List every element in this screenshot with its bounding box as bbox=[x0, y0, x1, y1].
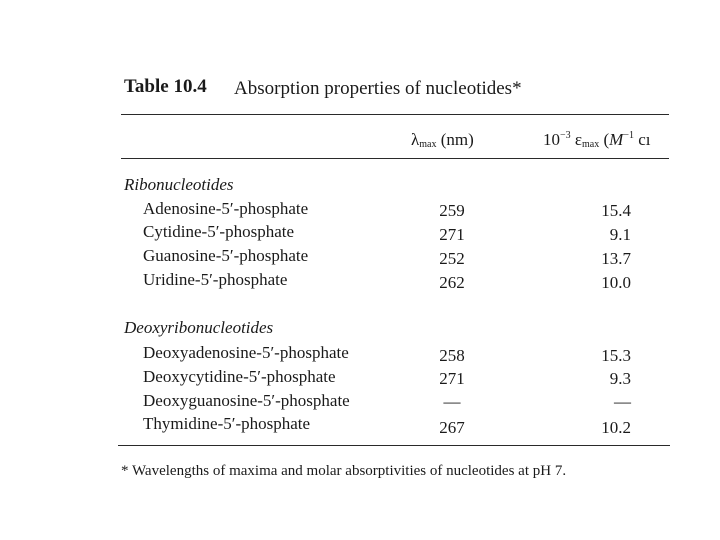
table-row-lambda: 271 bbox=[439, 369, 465, 388]
table-row-lambda: 258 bbox=[439, 346, 465, 365]
table-row-lambda: — bbox=[443, 392, 461, 411]
table-row-lambda: 252 bbox=[439, 249, 465, 268]
header-rule bbox=[121, 158, 669, 159]
table-row-epsilon: 15.4 bbox=[601, 201, 631, 220]
table-row-lambda: 259 bbox=[439, 201, 465, 220]
header-epsilon-max bbox=[543, 130, 651, 150]
table-caption: Absorption properties of nucleotides* bbox=[234, 78, 522, 99]
bottom-rule bbox=[118, 445, 670, 446]
table-row-name: Uridine-5′-phosphate bbox=[143, 270, 288, 289]
eps-unit-exponent: −1 bbox=[623, 130, 634, 141]
eps-unit-open: ( bbox=[599, 130, 610, 149]
table-row-epsilon: — bbox=[614, 392, 631, 411]
eps-symbol: ε bbox=[570, 130, 583, 149]
table-row-name: Deoxyguanosine-5′-phosphate bbox=[143, 391, 350, 410]
table-row-name: Deoxyadenosine-5′-phosphate bbox=[143, 343, 349, 362]
table-row-name: Adenosine-5′-phosphate bbox=[143, 199, 309, 218]
lambda-subscript: max bbox=[419, 139, 437, 150]
table-row-name: Guanosine-5′-phosphate bbox=[143, 246, 309, 265]
eps-subscript: max bbox=[582, 139, 600, 150]
table-row-name: Cytidine-5′-phosphate bbox=[143, 222, 295, 241]
table-row-lambda: 267 bbox=[439, 418, 465, 437]
table-row-lambda: 262 bbox=[439, 273, 465, 292]
table-row-epsilon: 10.0 bbox=[601, 273, 631, 292]
lambda-symbol: λ bbox=[411, 130, 420, 149]
table-row-epsilon: 9.1 bbox=[609, 225, 631, 244]
table-row-name: Deoxycytidine-5′-phosphate bbox=[143, 367, 336, 386]
table-row-epsilon: 15.3 bbox=[601, 346, 631, 365]
eps-prefix: 10 bbox=[543, 130, 560, 149]
top-rule bbox=[121, 114, 669, 115]
eps-unit-M: M bbox=[609, 130, 624, 149]
table-row-name: Thymidine-5′-phosphate bbox=[143, 414, 311, 433]
table-row-epsilon: 9.3 bbox=[609, 369, 631, 388]
table-row-epsilon: 10.2 bbox=[601, 418, 631, 437]
table-footnote: * Wavelengths of maxima and molar absorptivities of nucleotides at pH 7. bbox=[121, 463, 567, 479]
eps-exponent: −3 bbox=[560, 130, 571, 141]
group-title-ribonucleotides: Ribonucleotides bbox=[124, 175, 234, 194]
header-lambda-max bbox=[411, 130, 474, 150]
lambda-unit: (nm) bbox=[440, 130, 474, 149]
table-label: Table 10.4 bbox=[124, 76, 207, 97]
eps-unit-rest: cı bbox=[633, 130, 651, 149]
group-title-deoxyribonucleotides: Deoxyribonucleotides bbox=[124, 318, 274, 337]
table-row-lambda: 271 bbox=[439, 225, 465, 244]
table-row-epsilon: 13.7 bbox=[601, 249, 631, 268]
